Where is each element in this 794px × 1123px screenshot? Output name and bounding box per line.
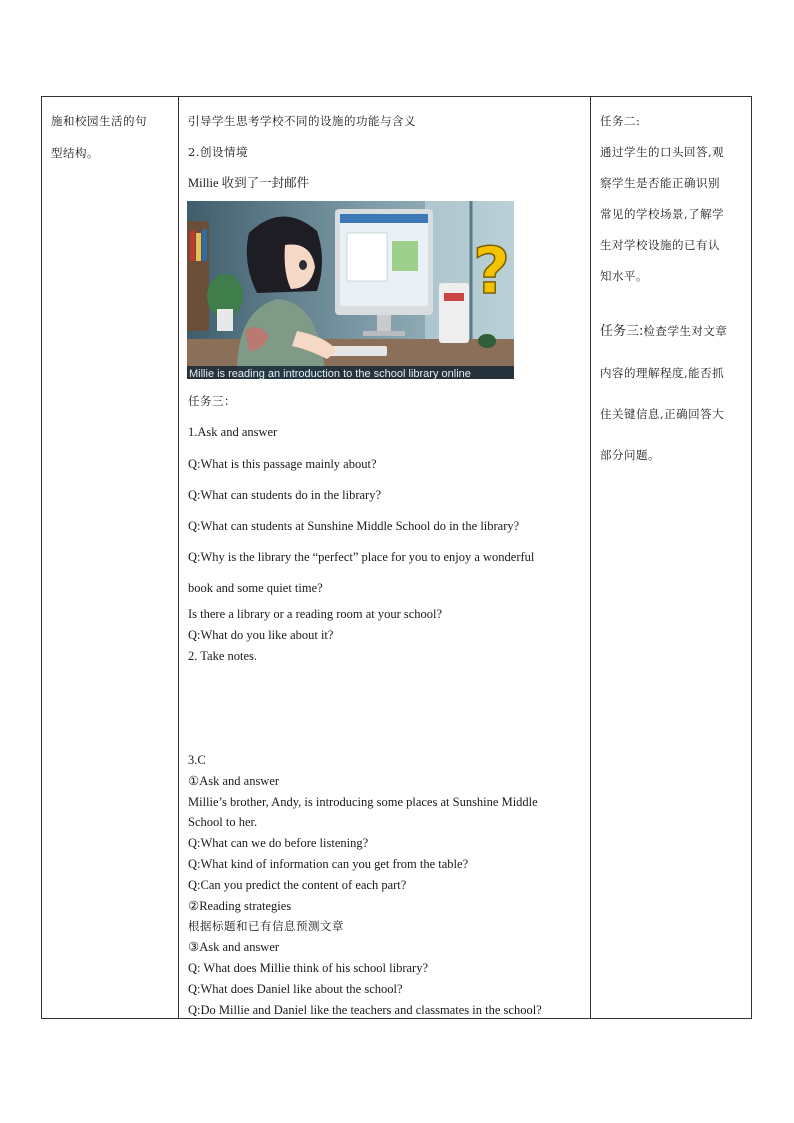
question-3: Q:What can students at Sunshine Middle School do in the library? xyxy=(188,519,520,533)
illustration-caption: Millie is reading an introduction to the school library online xyxy=(187,366,514,379)
task2-title: 任务二: xyxy=(600,114,641,128)
c-ask-answer-2: ③Ask and answer xyxy=(188,940,280,954)
question-2: Q:What can students do in the library? xyxy=(188,488,381,502)
task2-line-2: 察学生是否能正确识别 xyxy=(600,176,720,190)
c-question-4: Q: What does Millie think of his school library? xyxy=(188,961,429,975)
task2-line-3: 常见的学校场景,了解学 xyxy=(600,207,725,221)
task3-heading: 任务三： xyxy=(188,394,236,408)
task3-line-4: 部分问题。 xyxy=(600,448,660,462)
scene-heading: 2.创设情境 xyxy=(188,145,248,159)
task2-line-5: 知水平。 xyxy=(600,269,648,283)
c-question-3: Q:Can you predict the content of each part? xyxy=(188,878,407,892)
reading-strategies-text: 根据标题和已有信息预测文章 xyxy=(188,919,344,933)
millie-email-text: Millie 收到了一封邮件 xyxy=(188,176,310,190)
c-question-5: Q:What does Daniel like about the school? xyxy=(188,982,403,996)
question-4-line-1: Q:Why is the library the “perfect” place for you to enjoy a wonderful xyxy=(188,550,535,564)
objectives-column xyxy=(42,97,179,1018)
reading-strategies-heading: ②Reading strategies xyxy=(188,899,292,913)
question-5: Is there a library or a reading room at your school? xyxy=(188,607,443,621)
c-intro-line-1: Millie’s brother, Andy, is introducing some places at Sunshine Middle xyxy=(188,795,538,809)
lesson-plan-table xyxy=(41,96,752,1019)
task3-line-1 xyxy=(600,323,727,340)
c-question-2: Q:What kind of information can you get from the table? xyxy=(188,857,469,871)
question-mark-icon: ? xyxy=(473,235,511,309)
objective-line-2: 型结构。 xyxy=(51,146,99,160)
take-notes-heading: 2. Take notes. xyxy=(188,649,258,663)
question-4-line-2: book and some quiet time? xyxy=(188,581,323,595)
task3-line-2: 内容的理解程度,能否抓 xyxy=(600,366,725,380)
task2-line-1: 通过学生的口头回答,观 xyxy=(600,145,725,159)
question-1: Q:What is this passage mainly about? xyxy=(188,457,377,471)
task3-title: 任务三: xyxy=(600,324,644,339)
illustration-scene xyxy=(187,201,514,379)
c-intro-line-2: School to her. xyxy=(188,815,258,829)
c-question-6: Q:Do Millie and Daniel like the teachers and classmates in the school? xyxy=(188,1003,542,1017)
library-illustration xyxy=(187,201,514,379)
question-6: Q:What do you like about it? xyxy=(188,628,334,642)
c-ask-answer: ①Ask and answer xyxy=(188,774,280,788)
task3-line-1-rest: 检查学生对文章 xyxy=(643,324,728,338)
objective-line-1: 施和校园生活的句 xyxy=(51,114,147,128)
task2-line-4: 生对学校设施的已有认 xyxy=(600,238,720,252)
ask-answer-heading: 1.Ask and answer xyxy=(188,425,278,439)
section-c-heading: 3.C xyxy=(188,753,206,767)
c-question-1: Q:What can we do before listening? xyxy=(188,836,369,850)
task3-line-3: 住关键信息,正确回答大 xyxy=(600,407,725,421)
assessment-column xyxy=(591,97,751,1018)
intro-text: 引导学生思考学校不同的设施的功能与含义 xyxy=(188,114,416,128)
activities-column xyxy=(179,97,591,1018)
